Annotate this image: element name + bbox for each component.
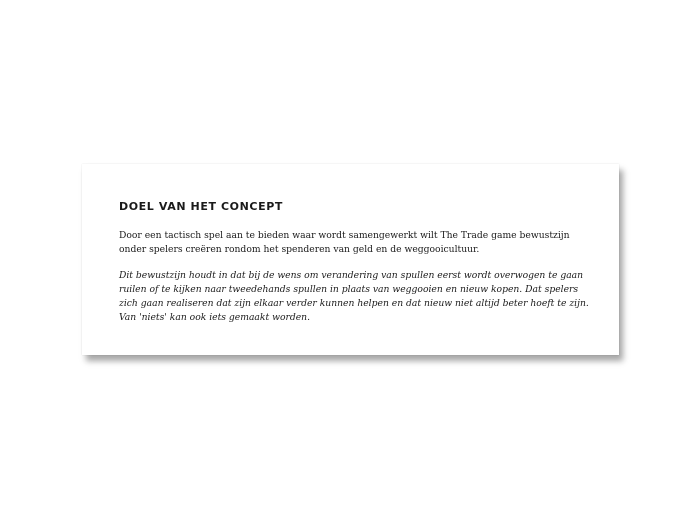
card-heading: DOEL VAN HET CONCEPT: [119, 200, 283, 213]
concept-card: [82, 164, 619, 355]
intro-paragraph: Door een tactisch spel aan te bieden waar wordt samengewerkt wilt The Trade game bewustzijn onder spelers creëren rondom het spenderen van geld en de weggooicultuur.: [119, 230, 570, 255]
italic-paragraph: Dit bewustzijn houdt in dat bij de wens om verandering van spullen eerst wordt overwogen te gaan ruilen of te kijken naar tweedehands spullen in plaats van weggooien en nieuw kopen. Dat spelers zich gaan realiseren dat zijn elkaar verder kunnen helpen en dat nieuw niet altijd beter hoeft te zijn. Van 'niets' kan ook iets gemaakt worden.: [119, 270, 589, 323]
